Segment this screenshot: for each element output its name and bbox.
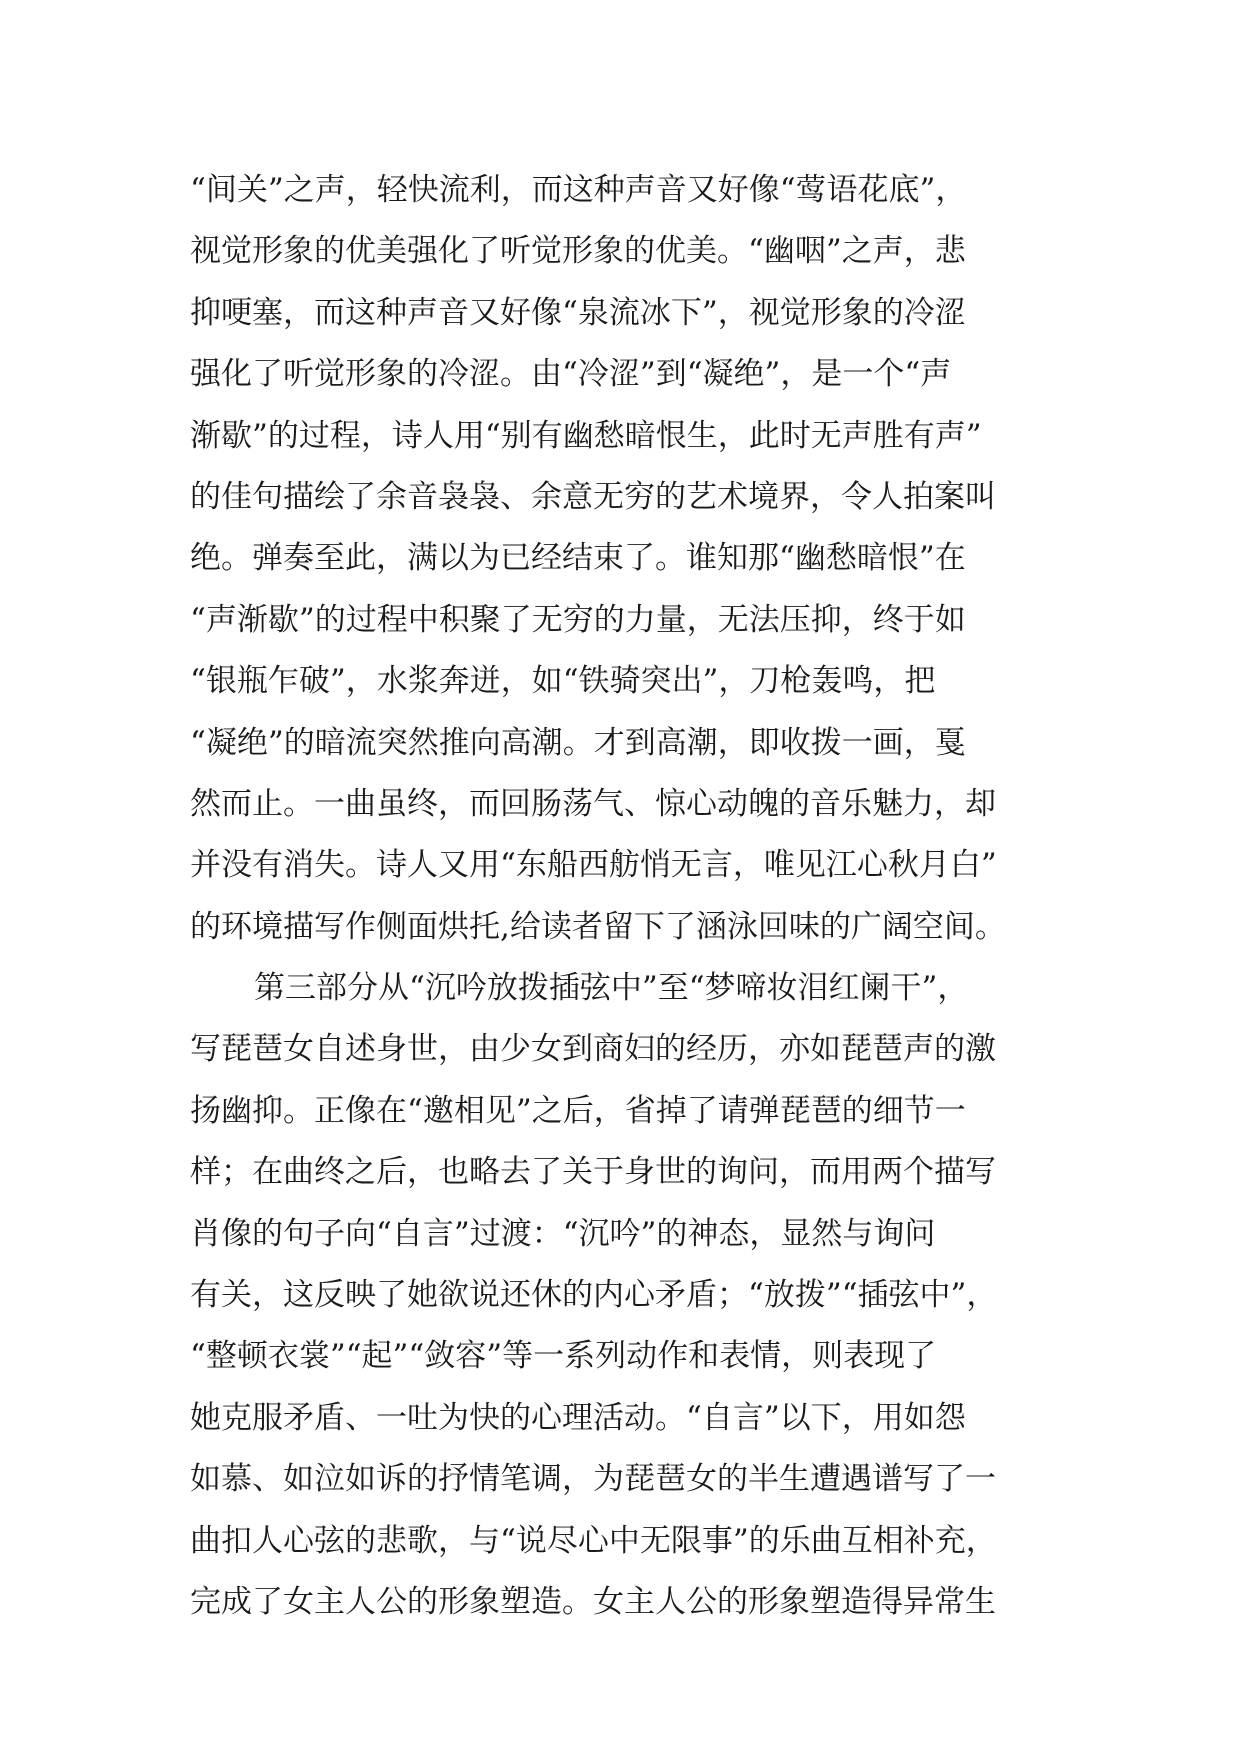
text-line: 绝。弹奏至此，满以为已经结束了。谁知那“幽愁暗恨”在 bbox=[190, 540, 966, 577]
text-line: 样；在曲终之后，也略去了关于身世的询问，而用两个描写 bbox=[190, 1154, 996, 1191]
text-line: 强化了听觉形象的冷涩。由“冷涩”到“凝绝”，是一个“声 bbox=[190, 356, 952, 393]
text-line: 抑哽塞，而这种声音又好像“泉流冰下”，视觉形象的冷涩 bbox=[190, 294, 966, 331]
text-line: “间关”之声，轻快流利，而这种声音又好像“莺语花底”， bbox=[190, 172, 967, 208]
text-line: 曲扣人心弦的悲歌，与“说尽心中无限事”的乐曲互相补充， bbox=[190, 1522, 997, 1559]
text-line: “声渐歇”的过程中积聚了无穷的力量，无法压抑，终于如 bbox=[190, 601, 966, 638]
text-line: “凝绝”的暗流突然推向高潮。才到高潮，即收拨一画，戛 bbox=[190, 724, 966, 761]
text-line: 然而止。一曲虽终，而回肠荡气、惊心动魄的音乐魅力，却 bbox=[190, 785, 996, 822]
text-line: 渐歇”的过程，诗人用“别有幽愁暗恨生，此时无声胜有声” bbox=[190, 417, 982, 454]
text-line: 的环境描写作侧面烘托,给读者留下了涵泳回味的广阔空间。 bbox=[190, 908, 1006, 945]
text-line: 视觉形象的优美强化了听觉形象的优美。“幽咽”之声，悲 bbox=[190, 233, 966, 270]
text-line: 写琵琶女自述身世，由少女到商妇的经历，亦如琵琶声的激 bbox=[190, 1031, 996, 1068]
text-line: 如慕、如泣如诉的抒情笔调，为琵琶女的半生遭遇谱写了一 bbox=[190, 1461, 996, 1498]
text-line: 扬幽抑。正像在“邀相见”之后，省掉了请弹琵琶的细节一 bbox=[190, 1092, 966, 1129]
text-line: 完成了女主人公的形象塑造。女主人公的形象塑造得异常生 bbox=[190, 1583, 996, 1620]
paragraph-start-line: 第三部分从“沉吟放拨插弦中”至“梦啼妆泪红阑干”， bbox=[254, 970, 969, 1007]
text-line: 的佳句描绘了余音袅袅、余意无穷的艺术境界，令人拍案叫 bbox=[190, 478, 996, 515]
text-line: 肖像的句子向“自言”过渡：“沉吟”的神态，显然与询问 bbox=[190, 1215, 936, 1252]
text-line: 她克服矛盾、一吐为快的心理活动。“自言”以下，用如怨 bbox=[190, 1399, 966, 1436]
text-line: 有关，这反映了她欲说还休的内心矛盾；“放拨”“插弦中”， bbox=[190, 1277, 998, 1314]
text-line: “整顿衣裳”“起”“敛容”等一系列动作和表情，则表现了 bbox=[190, 1338, 937, 1375]
text-line: 并没有消失。诗人又用“东船西舫悄无言，唯见江心秋月白” bbox=[190, 847, 997, 884]
body-text bbox=[190, 160, 1070, 1633]
text-line: “银瓶乍破”，水浆奔迸，如“铁骑突出”，刀枪轰鸣，把 bbox=[190, 663, 936, 700]
